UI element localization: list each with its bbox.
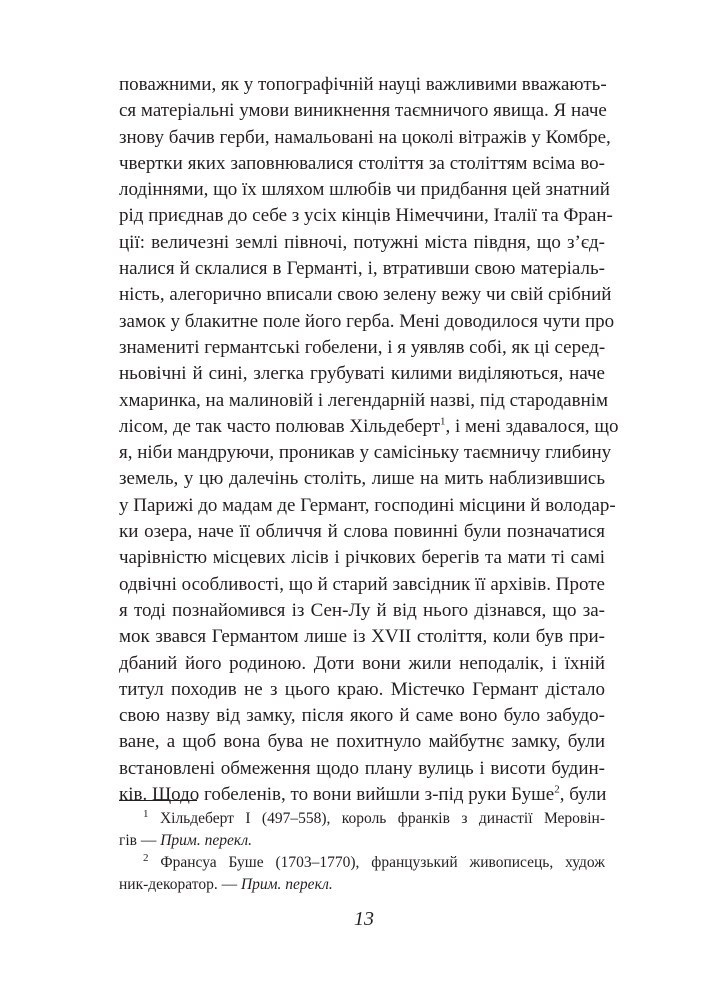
footnote-text: ник-декоратор. — bbox=[119, 876, 238, 893]
text-line: ки озера, наче її обличчя й слова повинні були позначатися bbox=[119, 521, 605, 543]
translator-note: Прим. перекл. bbox=[240, 876, 333, 893]
text-line: встановлені обмеження щодо плану вулиць і висоти будин- bbox=[119, 757, 605, 779]
text-line: земель, у цю далечінь століть, лише на мить наблизившись bbox=[119, 468, 605, 490]
text-line: у Парижі до мадам де Германт, господині місцини й володар- bbox=[119, 494, 616, 516]
footnote-1 bbox=[119, 808, 605, 830]
text-line: я, ніби мандруючи, проникав у самісіньку таємничу глибину bbox=[119, 442, 612, 464]
text-line bbox=[119, 414, 619, 440]
footnote-2-cont bbox=[119, 874, 605, 896]
text-line: ване, а щоб вона бува не похитнуло майбутнє замку, були bbox=[119, 731, 605, 753]
text-line: налися й склалися в Германті, і, втративши свою матеріаль- bbox=[119, 258, 605, 280]
text-line: ції: величезні землі півночі, потужні міста півдня, що з’єд- bbox=[119, 231, 605, 253]
text-line: знову бачив герби, намальовані на цоколі вітражів у Комбре, bbox=[119, 126, 611, 148]
text-segment: , і мені здавалося, що bbox=[445, 415, 619, 437]
footnote-number: 2 bbox=[143, 851, 149, 864]
text-line: ньовічні й сині, злегка грубуваті килими виділяються, наче bbox=[119, 363, 605, 385]
footnote-2 bbox=[119, 852, 605, 874]
text-line: замок у блакитне поле його герба. Мені доводилося чути про bbox=[119, 310, 615, 332]
text-segment: , були bbox=[559, 784, 607, 806]
text-line: ність, алегорично вписали свою зелену вежу чи свій срібний bbox=[119, 284, 612, 306]
text-segment: лісом, де так часто полював Хільдеберт bbox=[119, 415, 440, 437]
text-line: чарівністю місцевих лісів і річкових берегів та мати ті самі bbox=[119, 547, 605, 569]
text-line: лодіннями, що їх шляхом шлюбів чи придбання цей знатний bbox=[119, 179, 610, 201]
footnote-text: гів — bbox=[119, 832, 157, 849]
text-line: знамениті германтські гобелени, і я уявляв собі, як ці серед- bbox=[119, 336, 606, 358]
text-line: рід приєднав до себе з усіх кінців Німеччини, Італії та Фран- bbox=[119, 205, 613, 227]
text-line: чвертки яких заповнювалися століття за століттям всіма во- bbox=[119, 152, 605, 174]
text-line: поважними, як у топографічній науці важливими вважають- bbox=[119, 74, 607, 95]
page-number: 13 bbox=[354, 908, 374, 930]
main-text bbox=[119, 72, 619, 808]
translator-note: Прим. перекл. bbox=[160, 832, 253, 849]
footnote-1-cont bbox=[119, 830, 605, 852]
text-line: одвічні особливості, що й старий завсідник її архівів. Проте bbox=[119, 573, 605, 595]
text-line: хмаринка, на малиновій і легендарній назві, під стародавнім bbox=[119, 389, 609, 411]
footnote-number: 1 bbox=[143, 807, 149, 820]
footnote-text: Франсуа Буше (1703–1770), французький живописець, худож bbox=[160, 854, 605, 871]
text-line: ся матеріальні умови виникнення таємничого явища. Я наче bbox=[119, 100, 607, 122]
text-line: свою назву від замку, після якого й саме воно було забудо- bbox=[119, 705, 605, 727]
footnote-ref[interactable]: 1 bbox=[440, 415, 446, 428]
footnote-divider bbox=[119, 800, 197, 801]
text-line: титул походив не з цього краю. Містечко Германт дістало bbox=[119, 678, 605, 700]
text-line bbox=[119, 782, 605, 808]
footnotes bbox=[119, 808, 605, 896]
text-line: я тоді познайомився із Сен-Лу й від нього дізнався, що за- bbox=[119, 599, 605, 621]
text-segment: ків. Щодо гобеленів, то вони вийшли з-під руки Буше bbox=[119, 784, 555, 806]
text-line: дбаний його родиною. Доти вони жили неподалік, і їхній bbox=[119, 652, 605, 674]
footnote-text: Хільдеберт I (497–558), король франків з династії Меровін- bbox=[159, 810, 606, 827]
text-line: мок звався Германтом лише із XVII століття, коли був при- bbox=[119, 626, 605, 648]
footnote-ref[interactable]: 2 bbox=[554, 783, 560, 796]
